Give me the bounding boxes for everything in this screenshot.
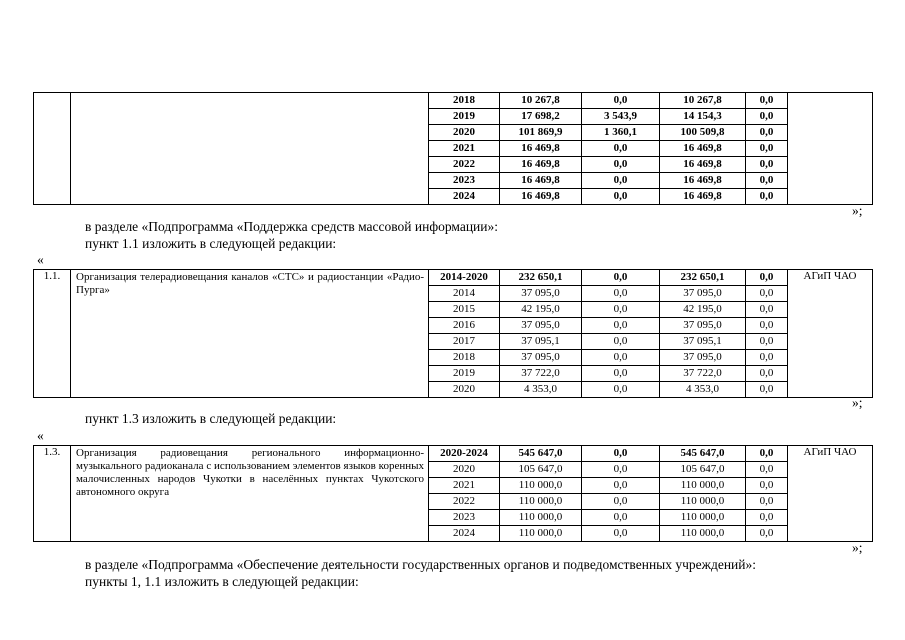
- district-budget-cell: 42 195,0: [660, 302, 746, 318]
- total-amount-cell: 4 353,0: [500, 382, 582, 398]
- total-amount-cell: 110 000,0: [500, 494, 582, 510]
- total-amount-cell: 10 267,8: [500, 93, 582, 109]
- section-paragraph-1: в разделе «Подпрограмма «Поддержка средств массовой информации»:: [85, 219, 499, 234]
- total-amount-cell: 37 095,0: [500, 286, 582, 302]
- district-budget-cell: 545 647,0: [660, 446, 746, 462]
- year-cell: 2017: [429, 334, 500, 350]
- item-description-cell: [71, 93, 429, 205]
- other-sources-cell: 0,0: [746, 189, 788, 205]
- total-amount-cell: 17 698,2: [500, 109, 582, 125]
- table-row: [34, 446, 873, 462]
- other-sources-cell: 0,0: [746, 350, 788, 366]
- other-sources-cell: 0,0: [746, 109, 788, 125]
- district-budget-cell: 232 650,1: [660, 270, 746, 286]
- district-budget-cell: 100 509,8: [660, 125, 746, 141]
- year-cell: 2024: [429, 189, 500, 205]
- federal-budget-cell: 0,0: [582, 382, 660, 398]
- executor-cell: АГиП ЧАО: [788, 446, 873, 542]
- federal-budget-cell: 0,0: [582, 141, 660, 157]
- other-sources-cell: 0,0: [746, 510, 788, 526]
- funding-table-continuation: [33, 92, 873, 205]
- opening-quote-2: «: [37, 428, 44, 443]
- federal-budget-cell: 0,0: [582, 270, 660, 286]
- item-description-cell: Организация радиовещания регионального информационно-музыкального радиоканала с использованием элементов языков коренных малочисленных народов Чукотки в населённых пунктах Чукотского автономного округа: [71, 446, 429, 542]
- year-cell: 2023: [429, 173, 500, 189]
- total-amount-cell: 37 095,1: [500, 334, 582, 350]
- other-sources-cell: 0,0: [746, 318, 788, 334]
- other-sources-cell: 0,0: [746, 478, 788, 494]
- total-amount-cell: 105 647,0: [500, 462, 582, 478]
- instruction-paragraph-2: пункт 1.1 изложить в следующей редакции:: [85, 236, 337, 251]
- year-cell: 2020: [429, 382, 500, 398]
- other-sources-cell: 0,0: [746, 526, 788, 542]
- federal-budget-cell: 1 360,1: [582, 125, 660, 141]
- other-sources-cell: 0,0: [746, 334, 788, 350]
- other-sources-cell: 0,0: [746, 494, 788, 510]
- federal-budget-cell: 0,0: [582, 366, 660, 382]
- total-amount-cell: 110 000,0: [500, 478, 582, 494]
- other-sources-cell: 0,0: [746, 270, 788, 286]
- federal-budget-cell: 0,0: [582, 462, 660, 478]
- section-paragraph-4: в разделе «Подпрограмма «Обеспечение деятельности государственных органов и подведомственных учреждений»:: [85, 557, 757, 572]
- closing-quote-3: »;: [852, 540, 863, 555]
- funding-table-item-1-3: [33, 445, 873, 542]
- district-budget-cell: 105 647,0: [660, 462, 746, 478]
- district-budget-cell: 16 469,8: [660, 141, 746, 157]
- executor-cell: [788, 93, 873, 205]
- year-cell: 2014: [429, 286, 500, 302]
- federal-budget-cell: 0,0: [582, 446, 660, 462]
- other-sources-cell: 0,0: [746, 173, 788, 189]
- district-budget-cell: 110 000,0: [660, 510, 746, 526]
- district-budget-cell: 16 469,8: [660, 157, 746, 173]
- table-row: [34, 93, 873, 109]
- total-amount-cell: 37 095,0: [500, 318, 582, 334]
- other-sources-cell: 0,0: [746, 366, 788, 382]
- federal-budget-cell: 0,0: [582, 302, 660, 318]
- federal-budget-cell: 0,0: [582, 494, 660, 510]
- district-budget-cell: 16 469,8: [660, 189, 746, 205]
- other-sources-cell: 0,0: [746, 286, 788, 302]
- district-budget-cell: 37 095,0: [660, 318, 746, 334]
- other-sources-cell: 0,0: [746, 141, 788, 157]
- total-amount-cell: 16 469,8: [500, 141, 582, 157]
- table-row: [34, 270, 873, 286]
- year-cell: 2018: [429, 350, 500, 366]
- total-amount-cell: 101 869,9: [500, 125, 582, 141]
- district-budget-cell: 10 267,8: [660, 93, 746, 109]
- district-budget-cell: 4 353,0: [660, 382, 746, 398]
- year-cell: 2016: [429, 318, 500, 334]
- year-cell: 2020: [429, 125, 500, 141]
- district-budget-cell: 14 154,3: [660, 109, 746, 125]
- total-amount-cell: 16 469,8: [500, 157, 582, 173]
- opening-quote-1: «: [37, 252, 44, 267]
- year-cell: 2019: [429, 366, 500, 382]
- district-budget-cell: 110 000,0: [660, 494, 746, 510]
- total-amount-cell: 37 095,0: [500, 350, 582, 366]
- other-sources-cell: 0,0: [746, 462, 788, 478]
- district-budget-cell: 37 095,0: [660, 350, 746, 366]
- other-sources-cell: 0,0: [746, 93, 788, 109]
- district-budget-cell: 110 000,0: [660, 478, 746, 494]
- total-amount-cell: 110 000,0: [500, 510, 582, 526]
- funding-table-item-1-1: [33, 269, 873, 398]
- federal-budget-cell: 0,0: [582, 173, 660, 189]
- federal-budget-cell: 0,0: [582, 286, 660, 302]
- closing-quote-1: »;: [852, 203, 863, 218]
- year-cell: 2020: [429, 462, 500, 478]
- federal-budget-cell: 0,0: [582, 478, 660, 494]
- year-cell: 2023: [429, 510, 500, 526]
- year-cell: 2022: [429, 494, 500, 510]
- instruction-paragraph-5: пункты 1, 1.1 изложить в следующей редакции:: [85, 574, 359, 589]
- district-budget-cell: 37 722,0: [660, 366, 746, 382]
- federal-budget-cell: 0,0: [582, 318, 660, 334]
- other-sources-cell: 0,0: [746, 157, 788, 173]
- district-budget-cell: 37 095,0: [660, 286, 746, 302]
- year-cell: 2021: [429, 478, 500, 494]
- federal-budget-cell: 0,0: [582, 157, 660, 173]
- total-amount-cell: 232 650,1: [500, 270, 582, 286]
- year-cell: 2022: [429, 157, 500, 173]
- total-amount-cell: 110 000,0: [500, 526, 582, 542]
- item-description-cell: Организация телерадиовещания каналов «СТС» и радиостанции «Радио-Пурга»: [71, 270, 429, 398]
- federal-budget-cell: 0,0: [582, 526, 660, 542]
- year-cell: 2014-2020: [429, 270, 500, 286]
- federal-budget-cell: 0,0: [582, 334, 660, 350]
- district-budget-cell: 16 469,8: [660, 173, 746, 189]
- other-sources-cell: 0,0: [746, 382, 788, 398]
- federal-budget-cell: 0,0: [582, 93, 660, 109]
- executor-cell: АГиП ЧАО: [788, 270, 873, 398]
- year-cell: 2024: [429, 526, 500, 542]
- federal-budget-cell: 0,0: [582, 510, 660, 526]
- item-index-cell: 1.1.: [34, 270, 71, 398]
- instruction-paragraph-3: пункт 1.3 изложить в следующей редакции:: [85, 411, 337, 426]
- year-cell: 2019: [429, 109, 500, 125]
- total-amount-cell: 42 195,0: [500, 302, 582, 318]
- other-sources-cell: 0,0: [746, 125, 788, 141]
- closing-quote-2: »;: [852, 395, 863, 410]
- year-cell: 2020-2024: [429, 446, 500, 462]
- federal-budget-cell: 0,0: [582, 189, 660, 205]
- year-cell: 2018: [429, 93, 500, 109]
- total-amount-cell: 545 647,0: [500, 446, 582, 462]
- federal-budget-cell: 3 543,9: [582, 109, 660, 125]
- item-index-cell: 1.3.: [34, 446, 71, 542]
- district-budget-cell: 110 000,0: [660, 526, 746, 542]
- total-amount-cell: 16 469,8: [500, 189, 582, 205]
- item-index-cell: [34, 93, 71, 205]
- other-sources-cell: 0,0: [746, 446, 788, 462]
- total-amount-cell: 37 722,0: [500, 366, 582, 382]
- federal-budget-cell: 0,0: [582, 350, 660, 366]
- year-cell: 2015: [429, 302, 500, 318]
- district-budget-cell: 37 095,1: [660, 334, 746, 350]
- total-amount-cell: 16 469,8: [500, 173, 582, 189]
- year-cell: 2021: [429, 141, 500, 157]
- other-sources-cell: 0,0: [746, 302, 788, 318]
